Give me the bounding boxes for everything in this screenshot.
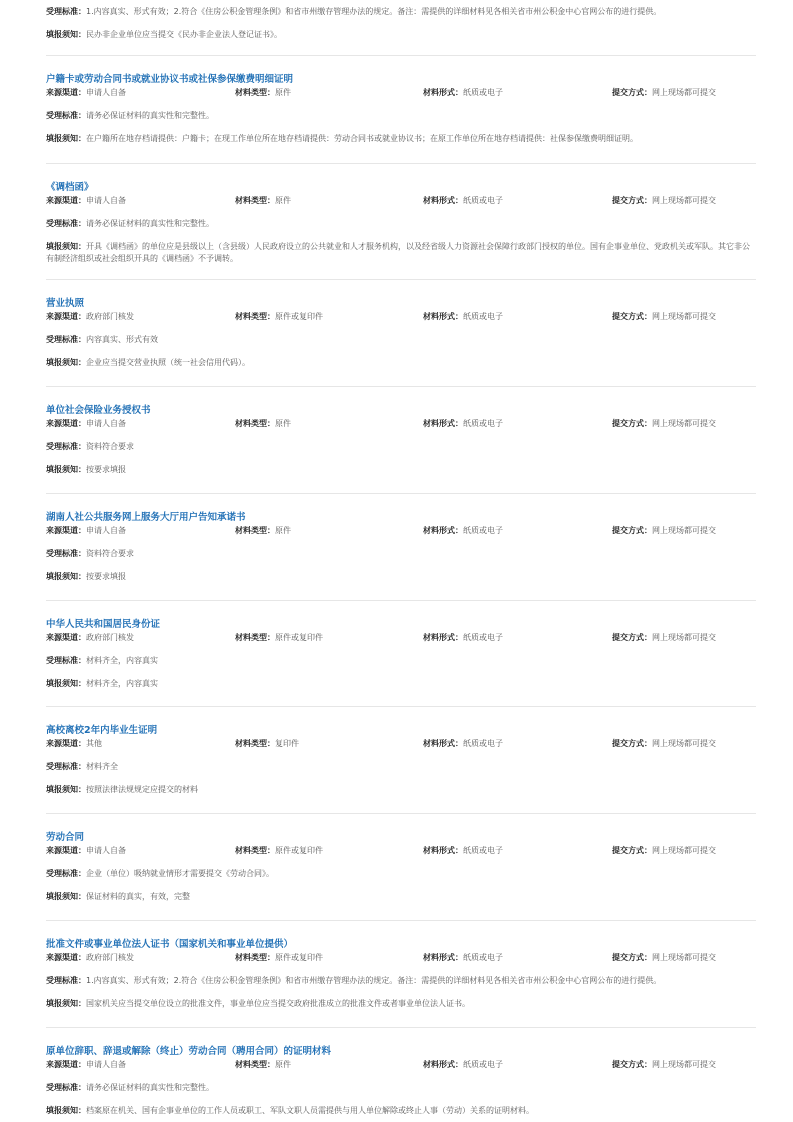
source-cell	[46, 952, 134, 963]
submit-label: 提交方式：	[612, 419, 652, 428]
submit-cell	[612, 738, 716, 749]
type-label: 材料类型：	[235, 739, 275, 748]
form-label: 材料形式：	[423, 526, 463, 535]
standard-label: 受理标准：	[46, 762, 86, 771]
material-title[interactable]: 批准文件或事业单位法人证书（国家机关和事业单位提供）	[46, 939, 294, 950]
type-label: 材料类型：	[235, 196, 275, 205]
submit-value: 网上现场都可提交	[652, 846, 716, 855]
note-label: 填报须知：	[46, 1106, 86, 1115]
note-value: 按照法律法规规定应提交的材料	[86, 785, 198, 794]
material-title[interactable]: 单位社会保险业务授权书	[46, 405, 151, 416]
source-label: 来源渠道：	[46, 739, 86, 748]
source-label: 来源渠道：	[46, 419, 86, 428]
form-value: 纸质或电子	[463, 739, 503, 748]
type-label: 材料类型：	[235, 953, 275, 962]
section-divider	[46, 706, 756, 707]
source-label: 来源渠道：	[46, 1060, 86, 1069]
note-value: 按要求填报	[86, 572, 126, 581]
section-divider	[46, 163, 756, 164]
note-line	[46, 464, 756, 475]
type-value: 原件	[275, 88, 291, 97]
source-value: 其他	[86, 739, 102, 748]
form-value: 纸质或电子	[463, 633, 503, 642]
standard-label: 受理标准：	[46, 7, 86, 16]
note-label: 填报须知：	[46, 242, 86, 251]
source-value: 政府部门核发	[86, 953, 134, 962]
note-label: 填报须知：	[46, 572, 86, 581]
type-cell	[235, 311, 323, 322]
type-value: 原件或复印件	[275, 633, 323, 642]
form-label: 材料形式：	[423, 953, 463, 962]
note-value: 档案原在机关、国有企事业单位的工作人员或职工、军队文职人员需提供与用人单位解除或终止人事（劳动）关系的证明材料。	[86, 1106, 534, 1115]
material-meta	[46, 525, 756, 536]
standard-value: 1.内容真实、形式有效；2.符合《住房公积金管理条例》和省市州缴存管理办法的规定。备注：需提供的详细材料见各相关省市州公积金中心官网公布的进行提供。	[86, 976, 662, 985]
source-cell	[46, 195, 126, 206]
standard-label: 受理标准：	[46, 442, 86, 451]
note-label: 填报须知：	[46, 30, 86, 39]
form-label: 材料形式：	[423, 633, 463, 642]
standard-line	[46, 6, 661, 17]
source-cell	[46, 87, 126, 98]
material-title[interactable]: 《调档函》	[46, 182, 94, 193]
source-value: 申请人自备	[86, 88, 126, 97]
submit-label: 提交方式：	[612, 846, 652, 855]
standard-label: 受理标准：	[46, 219, 86, 228]
material-title[interactable]: 中华人民共和国居民身份证	[46, 619, 161, 630]
standard-line	[46, 218, 214, 229]
section-divider	[46, 279, 756, 280]
form-cell	[423, 952, 503, 963]
note-value: 保证材料的真实，有效，完整	[86, 892, 190, 901]
standard-label: 受理标准：	[46, 549, 86, 558]
standard-value: 材料齐全，内容真实	[86, 656, 158, 665]
submit-cell	[612, 845, 716, 856]
submit-label: 提交方式：	[612, 1060, 652, 1069]
submit-value: 网上现场都可提交	[652, 196, 716, 205]
type-label: 材料类型：	[235, 633, 275, 642]
form-value: 纸质或电子	[463, 526, 503, 535]
source-value: 申请人自备	[86, 419, 126, 428]
material-title[interactable]: 原单位辞职、辞退或解除（终止）劳动合同（聘用合同）的证明材料	[46, 1046, 332, 1057]
note-line	[46, 678, 756, 689]
standard-label: 受理标准：	[46, 1083, 86, 1092]
type-value: 原件	[275, 526, 291, 535]
type-cell	[235, 418, 291, 429]
material-meta	[46, 311, 756, 322]
note-line	[46, 891, 756, 902]
submit-value: 网上现场都可提交	[652, 739, 716, 748]
note-value: 国家机关应当提交单位设立的批准文件，事业单位应当提交政府批准成立的批准文件或者事业单位法人证书。	[86, 999, 470, 1008]
form-cell	[423, 525, 503, 536]
section-divider	[46, 55, 756, 56]
source-value: 政府部门核发	[86, 633, 134, 642]
note-line	[46, 784, 756, 795]
type-value: 原件	[275, 1060, 291, 1069]
standard-value: 请务必保证材料的真实性和完整性。	[86, 1083, 214, 1092]
source-value: 申请人自备	[86, 1060, 126, 1069]
standard-line	[46, 334, 158, 345]
submit-label: 提交方式：	[612, 196, 652, 205]
standard-value: 内容真实、形式有效	[86, 335, 158, 344]
form-cell	[423, 1059, 503, 1070]
type-cell	[235, 87, 291, 98]
standard-value: 1.内容真实、形式有效；2.符合《住房公积金管理条例》和省市州缴存管理办法的规定。备注：需提供的详细材料见各相关省市州公积金中心官网公布的进行提供。	[86, 7, 662, 16]
source-cell	[46, 525, 126, 536]
material-meta	[46, 952, 756, 963]
source-label: 来源渠道：	[46, 953, 86, 962]
material-title[interactable]: 营业执照	[46, 298, 85, 309]
source-value: 政府部门核发	[86, 312, 134, 321]
standard-line	[46, 441, 134, 452]
form-cell	[423, 738, 503, 749]
note-line	[46, 998, 756, 1009]
note-label: 填报须知：	[46, 679, 86, 688]
source-label: 来源渠道：	[46, 846, 86, 855]
type-label: 材料类型：	[235, 846, 275, 855]
type-label: 材料类型：	[235, 88, 275, 97]
note-line	[46, 1105, 756, 1116]
submit-cell	[612, 525, 716, 536]
material-title[interactable]: 高校离校2年内毕业生证明	[46, 725, 158, 736]
material-meta	[46, 87, 756, 98]
source-value: 申请人自备	[86, 196, 126, 205]
section-divider	[46, 813, 756, 814]
type-cell	[235, 525, 291, 536]
submit-label: 提交方式：	[612, 312, 652, 321]
form-value: 纸质或电子	[463, 1060, 503, 1069]
submit-value: 网上现场都可提交	[652, 953, 716, 962]
standard-label: 受理标准：	[46, 976, 86, 985]
form-value: 纸质或电子	[463, 953, 503, 962]
submit-value: 网上现场都可提交	[652, 633, 716, 642]
submit-label: 提交方式：	[612, 526, 652, 535]
material-title[interactable]: 劳动合同	[46, 832, 85, 843]
source-label: 来源渠道：	[46, 88, 86, 97]
submit-value: 网上现场都可提交	[652, 526, 716, 535]
material-meta	[46, 845, 756, 856]
source-value: 申请人自备	[86, 526, 126, 535]
standard-value: 资料符合要求	[86, 549, 134, 558]
submit-cell	[612, 632, 716, 643]
type-label: 材料类型：	[235, 312, 275, 321]
note-line	[46, 29, 282, 40]
type-label: 材料类型：	[235, 419, 275, 428]
submit-label: 提交方式：	[612, 633, 652, 642]
submit-label: 提交方式：	[612, 88, 652, 97]
standard-label: 受理标准：	[46, 335, 86, 344]
type-label: 材料类型：	[235, 1060, 275, 1069]
standard-value: 请务必保证材料的真实性和完整性。	[86, 111, 214, 120]
section-divider	[46, 1027, 756, 1028]
submit-cell	[612, 311, 716, 322]
section-divider	[46, 493, 756, 494]
standard-line	[46, 761, 118, 772]
type-value: 原件	[275, 419, 291, 428]
submit-label: 提交方式：	[612, 739, 652, 748]
submit-cell	[612, 418, 716, 429]
type-value: 原件	[275, 196, 291, 205]
submit-cell	[612, 195, 716, 206]
submit-value: 网上现场都可提交	[652, 419, 716, 428]
form-cell	[423, 632, 503, 643]
standard-line	[46, 655, 158, 666]
standard-value: 请务必保证材料的真实性和完整性。	[86, 219, 214, 228]
standard-line	[46, 548, 134, 559]
standard-line	[46, 975, 661, 986]
form-cell	[423, 195, 503, 206]
form-value: 纸质或电子	[463, 846, 503, 855]
type-cell	[235, 952, 323, 963]
form-label: 材料形式：	[423, 1060, 463, 1069]
section-divider	[46, 386, 756, 387]
note-line	[46, 357, 756, 368]
material-meta	[46, 632, 756, 643]
note-label: 填报须知：	[46, 785, 86, 794]
source-cell	[46, 311, 134, 322]
form-label: 材料形式：	[423, 846, 463, 855]
note-line	[46, 241, 756, 265]
submit-value: 网上现场都可提交	[652, 88, 716, 97]
type-cell	[235, 195, 291, 206]
submit-label: 提交方式：	[612, 953, 652, 962]
form-label: 材料形式：	[423, 419, 463, 428]
material-meta	[46, 195, 756, 206]
note-value: 开具《调档函》的单位应是县级以上（含县级）人民政府设立的公共就业和人才服务机构，以及经省级人力资源社会保障行政部门授权的单位。国有企事业单位、党政机关或军队。其它非公有制经济组织或社会组织开具的《调档函》不予调转。	[46, 242, 750, 263]
section-divider	[46, 600, 756, 601]
type-value: 复印件	[275, 739, 299, 748]
form-label: 材料形式：	[423, 196, 463, 205]
type-value: 原件或复印件	[275, 312, 323, 321]
form-cell	[423, 311, 503, 322]
type-cell	[235, 1059, 291, 1070]
form-value: 纸质或电子	[463, 88, 503, 97]
standard-label: 受理标准：	[46, 869, 86, 878]
note-label: 填报须知：	[46, 358, 86, 367]
form-value: 纸质或电子	[463, 419, 503, 428]
form-value: 纸质或电子	[463, 196, 503, 205]
form-label: 材料形式：	[423, 312, 463, 321]
note-label: 填报须知：	[46, 999, 86, 1008]
note-line	[46, 133, 756, 144]
source-cell	[46, 1059, 126, 1070]
note-label: 填报须知：	[46, 465, 86, 474]
section-divider	[46, 920, 756, 921]
standard-value: 资料符合要求	[86, 442, 134, 451]
source-label: 来源渠道：	[46, 312, 86, 321]
standard-line	[46, 110, 214, 121]
type-value: 原件或复印件	[275, 846, 323, 855]
type-cell	[235, 632, 323, 643]
standard-line	[46, 868, 274, 879]
form-cell	[423, 87, 503, 98]
material-title[interactable]: 户籍卡或劳动合同书或就业协议书或社保参保缴费明细证明	[46, 74, 294, 85]
note-label: 填报须知：	[46, 134, 86, 143]
standard-value: 材料齐全	[86, 762, 118, 771]
type-cell	[235, 738, 299, 749]
submit-cell	[612, 952, 716, 963]
type-cell	[235, 845, 323, 856]
material-meta	[46, 738, 756, 749]
source-cell	[46, 418, 126, 429]
note-value: 在户籍所在地存档请提供：户籍卡；在现工作单位所在地存档请提供：劳动合同书或就业协议书；在原工作单位所在地存档请提供：社保参保缴费明细证明。	[86, 134, 638, 143]
source-cell	[46, 738, 102, 749]
source-label: 来源渠道：	[46, 196, 86, 205]
source-label: 来源渠道：	[46, 526, 86, 535]
material-title[interactable]: 湖南人社公共服务网上服务大厅用户告知承诺书	[46, 512, 246, 523]
source-value: 申请人自备	[86, 846, 126, 855]
type-label: 材料类型：	[235, 526, 275, 535]
source-cell	[46, 845, 126, 856]
standard-value: 企业（单位）吸纳就业情形才需要提交《劳动合同》。	[86, 869, 274, 878]
material-meta	[46, 418, 756, 429]
submit-cell	[612, 87, 716, 98]
form-label: 材料形式：	[423, 739, 463, 748]
material-meta	[46, 1059, 756, 1070]
note-value: 材料齐全，内容真实	[86, 679, 158, 688]
form-cell	[423, 418, 503, 429]
standard-label: 受理标准：	[46, 111, 86, 120]
form-value: 纸质或电子	[463, 312, 503, 321]
submit-cell	[612, 1059, 716, 1070]
note-line	[46, 571, 756, 582]
source-label: 来源渠道：	[46, 633, 86, 642]
standard-line	[46, 1082, 214, 1093]
submit-value: 网上现场都可提交	[652, 1060, 716, 1069]
type-value: 原件或复印件	[275, 953, 323, 962]
form-label: 材料形式：	[423, 88, 463, 97]
note-label: 填报须知：	[46, 892, 86, 901]
note-value: 企业应当提交营业执照（统一社会信用代码）。	[86, 358, 250, 367]
submit-value: 网上现场都可提交	[652, 312, 716, 321]
source-cell	[46, 632, 134, 643]
note-value: 民办非企业单位应当提交《民办非企业法人登记证书》。	[86, 30, 282, 39]
form-cell	[423, 845, 503, 856]
standard-label: 受理标准：	[46, 656, 86, 665]
note-value: 按要求填报	[86, 465, 126, 474]
